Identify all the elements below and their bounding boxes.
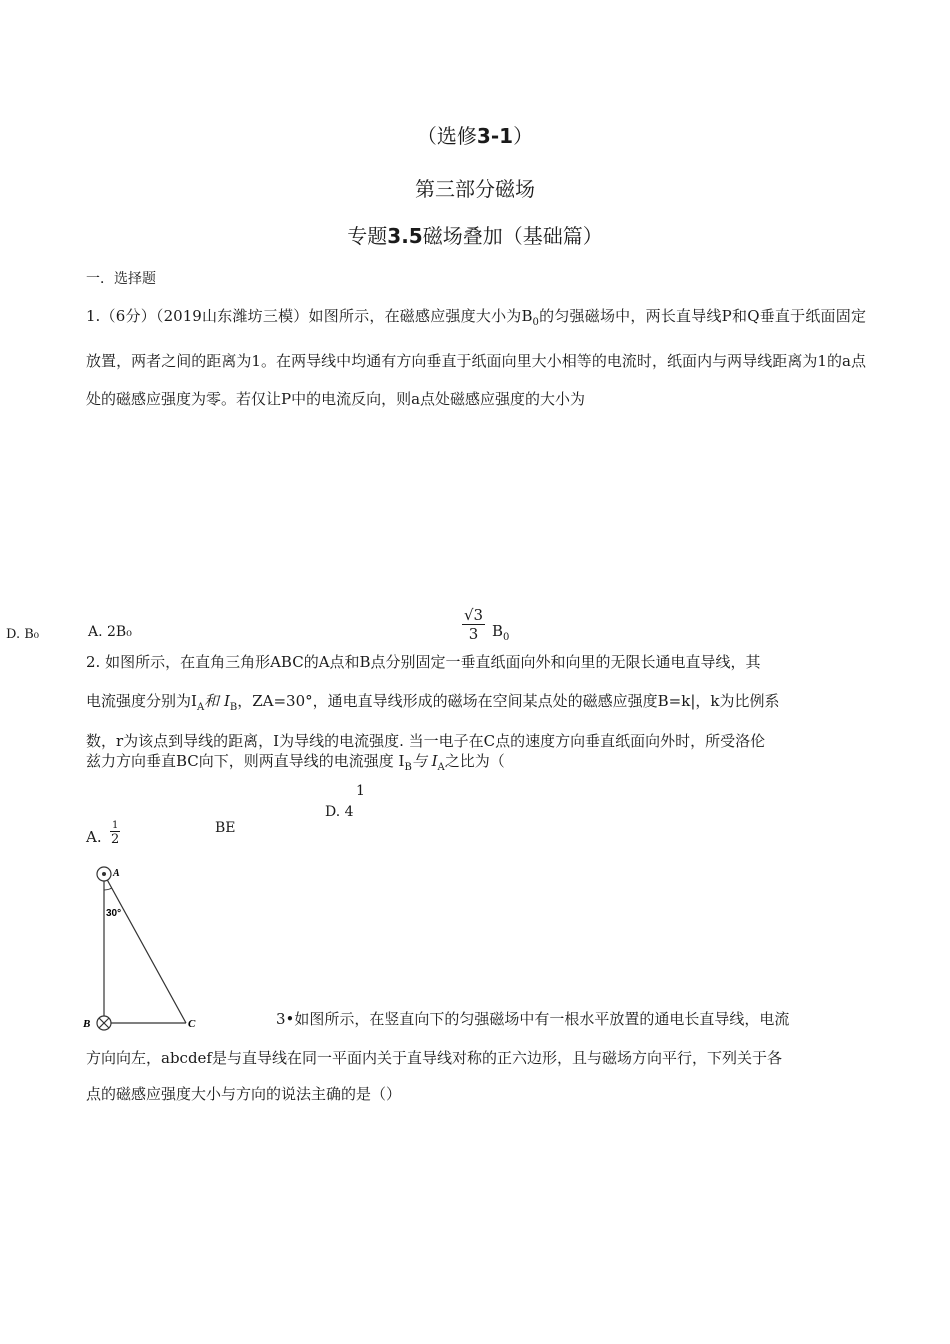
heading-topic-prefix: 专题	[347, 224, 388, 248]
q1-unit-sub: 0	[503, 632, 510, 643]
q1-text-part2: 的匀强磁场中，两长直导线P和Q垂直于纸面固定放置，两者之间的距离为1。在两导线中均通有方向垂直于纸面向里大小相等的电流时，纸面内与两导线距离为1的a点处的磁感应强度为零。若仅让P中的电流反向，则a点处磁感应强度的大小为	[86, 307, 866, 408]
q1-option-fraction	[462, 606, 485, 643]
label-b: B	[83, 1018, 91, 1030]
q2-line2-sub-b: B	[229, 702, 238, 713]
heading-elective-prefix: （选修	[416, 124, 477, 148]
q1-option-d: D. B₀	[6, 627, 39, 642]
section-title: 一．选择题	[86, 271, 156, 287]
q2-line4-sub-b: B	[404, 762, 412, 773]
q2-line4-sub-a: A	[437, 762, 445, 773]
q2-option-d-numerator: 1	[356, 783, 365, 799]
q3-line-2: 方向向左，abcdef是与直导线在同一平面内关于直导线对称的正六边形，且与磁场方向平行，下列关于各	[86, 1049, 782, 1067]
q2-line4-b: 与 I	[411, 752, 438, 770]
q2-option-be: BE	[215, 820, 236, 836]
triangle-side-ac	[104, 874, 186, 1023]
q2-line2-c: ，ZA=30°，通电直导线形成的磁场在空间某点处的磁感应强度B=k|，k为比例系	[237, 692, 780, 710]
heading-topic	[0, 220, 950, 249]
q2-line-3: 数，r为该点到导线的距离，I为导线的电流强度. 当一电子在C点的速度方向垂直纸面向外时，所受洛伦	[86, 732, 766, 750]
q1-fraction-denominator: 3	[468, 625, 479, 643]
label-a: A	[113, 868, 120, 879]
q2-option-a-denominator: 2	[111, 832, 120, 847]
heading-topic-suffix: 磁场叠加（基础篇）	[422, 224, 603, 248]
q3-line-3: 点的磁感应强度大小与方向的说法主确的是（）	[86, 1085, 402, 1103]
triangle-diagram	[80, 860, 210, 1035]
angle-arc	[104, 888, 112, 890]
q2-option-d: D. 4	[325, 804, 354, 820]
q2-line4-c: 之比为（	[444, 752, 505, 770]
q1-option-a: A. 2B₀	[88, 624, 132, 640]
q1-unit-b: B	[492, 622, 504, 640]
q2-option-a-fraction	[110, 820, 120, 847]
question-1-text	[86, 297, 866, 418]
label-c: C	[188, 1018, 196, 1030]
heading-elective-number: 3-1	[476, 124, 514, 148]
angle-label: 30°	[106, 908, 122, 919]
q1-fraction-numerator: √3	[464, 606, 484, 624]
heading-elective	[0, 120, 950, 149]
q2-line2-b: 和 I	[204, 692, 230, 710]
heading-part: 第三部分磁场	[415, 177, 535, 201]
q2-line-4	[86, 750, 505, 773]
q2-line-2	[86, 690, 779, 713]
heading-topic-number: 3.5	[387, 224, 423, 248]
q2-option-a-label: A.	[86, 828, 102, 846]
current-out-dot	[102, 872, 106, 876]
q2-line4-a: 兹力方向垂直BC向下，则两直导线的电流强度 I	[86, 752, 405, 770]
q2-option-a-numerator: 1	[112, 820, 119, 831]
q3-line-1: 3•如图所示，在竖直向下的匀强磁场中有一根水平放置的通电长直导线，电流	[276, 1010, 790, 1028]
q2-line2-sub-a: A	[196, 702, 205, 713]
q1-text-sub: 0	[532, 317, 539, 328]
q1-fraction-unit	[492, 622, 509, 643]
q2-line-1: 2. 如图所示，在直角三角形ABC的A点和B点分别固定一垂直纸面向外和向里的无限长通电直导线，其	[86, 653, 761, 671]
q1-text-part1: 1.（6分）（2019山东潍坊三模）如图所示，在磁感应强度大小为B	[86, 307, 533, 325]
q2-line2-a: 电流强度分别为I	[86, 692, 197, 710]
heading-elective-suffix: ）	[513, 124, 534, 148]
